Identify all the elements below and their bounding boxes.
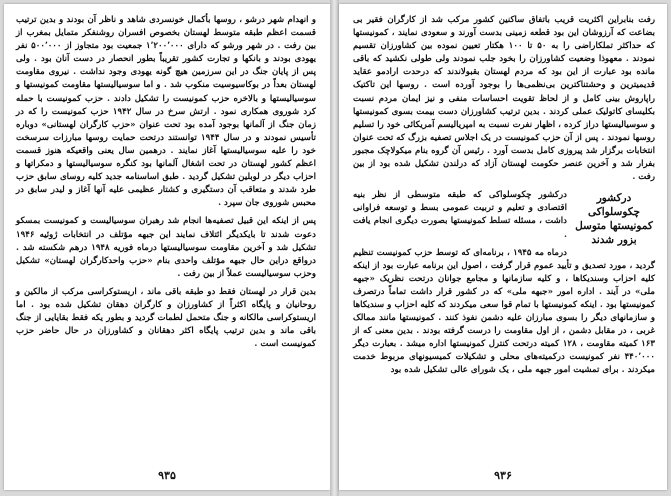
left-page	[4, 4, 330, 490]
paragraph: رفت بنابراین اکثریت قریب باتفاق ساکنین کشور مرکب شد از کارگران فقیر بی بضاعت که آرزوشان این بود قطعه زمینی بدست آورند و سعودی نمایند ، کمونیستها که حداکثر تملکاراضی را به ۵۰ تا ۱۰۰ هکتار تعیین نموده بین کشاورزان تقسیم نمودند . معهوذا وضعیت کشاورزان را بخود جلب نمودند ولی طولی نکشید که باقی مانده بود عبارت از این بود که مردم لهستان بقبولاندند که درحدت ارادمو عقاید قدیمیترین و وحشتناکترین بی‌نظمی‌ها را بوجود آورده است . روسها این تاکتیک راپاروش بینی کامل و از لحاظ تقویت احساسات منفی و نیز ایمان مردم نسبت بکلیسای کاتولیک عملی کردند . بدین ترتیب کشاورزان دست بیمت بسوی کمونیستها و سوسیالیستها دراز کرده ، اظهار نفرت نسبت به امپریالیسم آمریکائی خود را تسلیم روسها نمودند . پس از آن حزب کمونیست در یک اجلاس تصفیه بزرگ که تحت عنوان انتخابات برگزار شد پیروزی کامل بدست آورد . رئیس آن گروه بنام میکولاچک مجبور بفرار شد و آخرین عنصر حکومت لهستان آزاد که درلندن تشکیل شده بود از بین رفت .	[353, 15, 655, 183]
right-page	[339, 4, 667, 490]
paragraph: درماه مه ۱۹۴۵ ، برنامه‌ای که توسط حزب کمونیست تنظیم گردید ، مورد تصدیق و تأیید عموم قرار گرفت ، اصول این برنامه عبارت بود از اینکه کلیه احزاب وسندیکاها ، و کلیه سازمانها و مجامع جوانان درتحت نظریک «جبهه ملی» در آیند . اداره امور «جبهه ملی» که در کشور قرار داشت تماماً درتصرف کمونیستها بود . اینکه کمونیستها با تمام قوا سعی میکردند که کلیه احزاب و سندیکاها و سازمانهای دیگر را بسوی مبارزان علیه دشمن نفوذ کنند . کمونیستها مانند ممالک غربی ، در مقابل دشمن ، از اول مقاومت را درست گرفته بودند . بدین معنی که از ۱۶۳ کمیته مقاومت ، ۱۲۸ کمیته درتحت کنترل کمونیستها اداره میشد . بعبارت دیگر ۴۴۰٬۰۰۰ نفر کمونیست درکمیته‌های محلی و تشکیلات کمیسیونهای مربوط خدمت میکردند . برای تمشیت امور جبهه ملی ، یک شورای عالی تشکیل شده بود	[353, 247, 656, 376]
right-text-column	[353, 14, 655, 378]
paragraph: پس از اینکه این قبیل تصفیه‌ها انجام شد رهبران سوسیالیست و کمونیست بمسکو دعوت شدند تا بایکدیگر ائتلاف نمایند این جبهه مؤتلف در انتخابات ژوئیه ۱۹۴۶ تشکیل شد و آخرین مقاومت سوسیالیستها درماه فوریه ۱۹۴۸ درهم شکسته شد . درواقع دراین حال جبهه مؤتلف واحدی بنام «حزب واحدکارگران لهستان» تشکیل وحزب سوسیالیست عملاً از بین رفت .	[16, 216, 316, 279]
book-gutter	[330, 0, 339, 496]
paragraph: و انهدام شهر درشو ، روسها بأکمال خونسردی شاهد و ناظر آن بودند و بدین ترتیب قسمت اعظم طبقه متوسط لهستان بخصوص افسران روشنفکر متمایل بمغرب از بین رفت . در شهر ورشو که دارای ۱٬۲۰۰٬۰۰۰ جمعیت بود متجاوز از ۵۰۰٬۰۰۰ نفر یهودی بودند و بانکها و تجارت کشور تقریباً بطور انحصار در دست آنان بود . ولی پس از پایان جنگ در این سرزمین هیچ گونه یهودی وجود نداشت . نیروی مقاومت لهستان بعداً در بوکاسیوسیت منکوب شد . و اما سوسیالیستها مقاومت کمونیستها و سوسیالیستها و بالاخره حزب کمونیست را تشکیل دادند . حزب کمونیست با حمله کرد شوروی همکاری نمود . ارتش سرخ در سال ۱۹۴۲ حزب کمونیست را که در زمان جنگ از آلمانها بوجود آمده بود تحت عنوان «حزب کارگران لهستانی» دوباره تأسیس نمودند و در سال ۱۹۴۴ توانستند درتحت حمایت روسها مبارزات سرسخت خود را علیه سوسیالیستها آغاز نمایند . درهمین سال یعنی واقعیکه هنوز قسمت اعظم کشور لهستان در تحت اشغال آلمانها بود کنگره سوسیالیستها و دمکراتها و احزاب دیگر در لوبلین تشکیل گردید . طبق اساسنامه جدید کلیه روسای سابق حزب طرد شدند و متعاقب آن دستگیری و کشتار عظیمی علیه آنها آغاز و لیدر سابق در محبس شوروی جان سپرد .	[16, 15, 317, 209]
paragraph: درکشور چکوسلواکی که طبقه متوسطی از نظر بنیه اقتصادی و تعلیم و تربیت عمومی بسط و توسعه فراوانی داشت ، مسئله تسلط کمونیستها بصورت دیگری انجام یافت .	[353, 190, 567, 240]
page-number: ۹۳۶	[494, 469, 512, 482]
section-heading: درکشور چکوسلواکی کمونیستها متوسل بزور شدند	[575, 192, 653, 247]
left-text-column	[16, 14, 316, 351]
page-number: ۹۳۵	[158, 469, 176, 482]
paragraph: بدین قرار در لهستان فقط دو طبقه باقی ماند ، اریستوکراسی مرکب از مالکین و روحانیان و پایگاه اکثراً از کشاورزان و کارگران دهقان تشکیل شده بود . اما اریستوکراسی مالکانه و جنگ متحمل لطمات گردید و بطور یکه فقط بقایایی از جنگ باقی ماند و بدین ترتیب پایگاه اکثر دهقانان و کشاورزان در حال حاضر حزب کمونیست است .	[16, 286, 316, 350]
